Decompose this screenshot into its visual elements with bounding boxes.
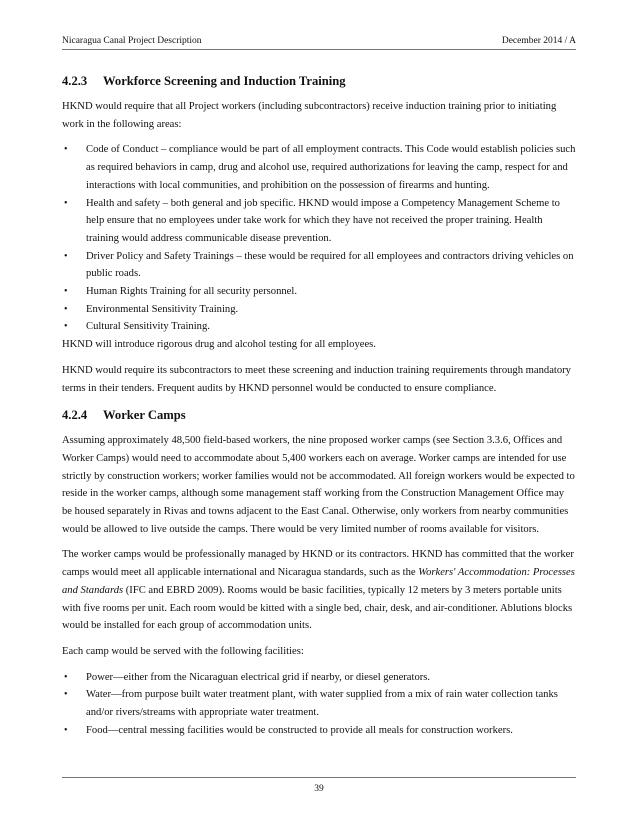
list-item-text: Power—either from the Nicaraguan electrical grid if nearby, or diesel generators. <box>86 671 431 683</box>
paragraph <box>62 546 576 635</box>
list-item <box>62 669 576 687</box>
list-item-text: Cultural Sensitivity Training. <box>86 321 210 333</box>
main-content <box>62 72 576 740</box>
section-number: 4.2.4 <box>62 408 88 423</box>
list-item <box>62 283 576 301</box>
bullet-icon: • <box>64 250 68 262</box>
bullet-list <box>62 669 576 740</box>
list-item <box>62 141 576 194</box>
bullet-icon: • <box>64 724 68 736</box>
list-item-text: Health and safety – both general and job specific. HKND would impose a Competency Management Scheme to help ensure that no employees under take work for which they have not received the proper training. Health training would address communicable disease prevention. <box>86 197 560 244</box>
list-item-text: Water—from purpose built water treatment plant, with water supplied from a mix of rain water collection tanks and/or rivers/streams with appropriate water treatment. <box>86 689 558 719</box>
paragraph: HKND would require that all Project workers (including subcontractors) receive induction training prior to initiating work in the following areas: <box>62 101 557 130</box>
running-header <box>62 36 576 46</box>
bullet-icon: • <box>64 303 68 315</box>
bullet-icon: • <box>64 671 68 683</box>
list-item <box>62 195 576 248</box>
list-item <box>62 248 576 283</box>
header-title: Nicaragua Canal Project Description <box>62 36 202 46</box>
section-title: Workforce Screening and Induction Training <box>103 74 346 88</box>
header-rule <box>62 49 576 50</box>
bullet-list <box>62 141 576 336</box>
bullet-icon: • <box>64 286 68 298</box>
section-heading-4-2-4 <box>62 406 576 424</box>
list-item-text: Driver Policy and Safety Trainings – these would be required for all employees and contractors driving vehicles on public roads. <box>86 250 574 280</box>
page-number: 39 <box>314 784 324 794</box>
section-title: Worker Camps <box>103 408 186 423</box>
paragraph: HKND will introduce rigorous drug and alcohol testing for all employees. <box>62 339 376 351</box>
paragraph-text: The worker camps would be professionally managed by HKND or its contractors. HKND has committed that the worker camps would meet all applicable international and Nicaragua standards, such as the <box>62 549 574 579</box>
list-item <box>62 301 576 319</box>
list-item <box>62 686 576 721</box>
list-item-text: Food—central messing facilities would be constructed to provide all meals for construction workers. <box>86 724 513 736</box>
footer-rule <box>62 777 576 778</box>
list-item <box>62 318 576 336</box>
list-item-text: Human Rights Training for all security personnel. <box>86 286 297 298</box>
section-number: 4.2.3 <box>62 74 88 88</box>
list-item-text: Code of Conduct – compliance would be part of all employment contracts. This Code would establish policies such as required behaviors in camp, drug and alcohol use, required authorizations for leaving the camp, respect for and interactions with local communities, and prohibition on the possession of firearms and hunting. <box>86 144 576 191</box>
paragraph: Assuming approximately 48,500 field-based workers, the nine proposed worker camps (see Section 3.3.6, Offices and Worker Camps) would need to accommodate about 5,400 workers each on average. Worker camps are intended for use strictly by construction workers; worker families would not be accommodated. All foreign workers would be expected to reside in the worker camps, although some management staff working from the Construction Management Office may be housed separately in Rivas and towns adjacent to the East Canal. Otherwise, only workers from nearby communities would be allowed to live outside the camps. There would be very limited number of rooms available for visitors. <box>62 435 575 535</box>
paragraph-text: (IFC and EBRD 2009). Rooms would be basic facilities, typically 12 meters by 3 meters portable units with five rooms per unit. Each room would be kitted with a single bed, chair, desk, and air-conditioner. Ablutions blocks would be installed for each group of accommodation units. <box>62 584 573 632</box>
bullet-icon: • <box>64 144 68 156</box>
paragraph: Each camp would be served with the following facilities: <box>62 645 304 657</box>
list-item <box>62 722 576 740</box>
paragraph: HKND would require its subcontractors to meet these screening and induction training requirements through mandatory terms in their tenders. Frequent audits by HKND personnel would be conducted to ensure compliance. <box>62 364 571 394</box>
bullet-icon: • <box>64 321 68 333</box>
bullet-icon: • <box>64 689 68 701</box>
header-date: December 2014 / A <box>501 36 576 46</box>
cited-title: Workers' Accommodation: Processes and Standards <box>62 567 575 596</box>
section-heading-4-2-3 <box>62 72 576 90</box>
list-item-text: Environmental Sensitivity Training. <box>86 303 239 315</box>
bullet-icon: • <box>64 197 68 209</box>
